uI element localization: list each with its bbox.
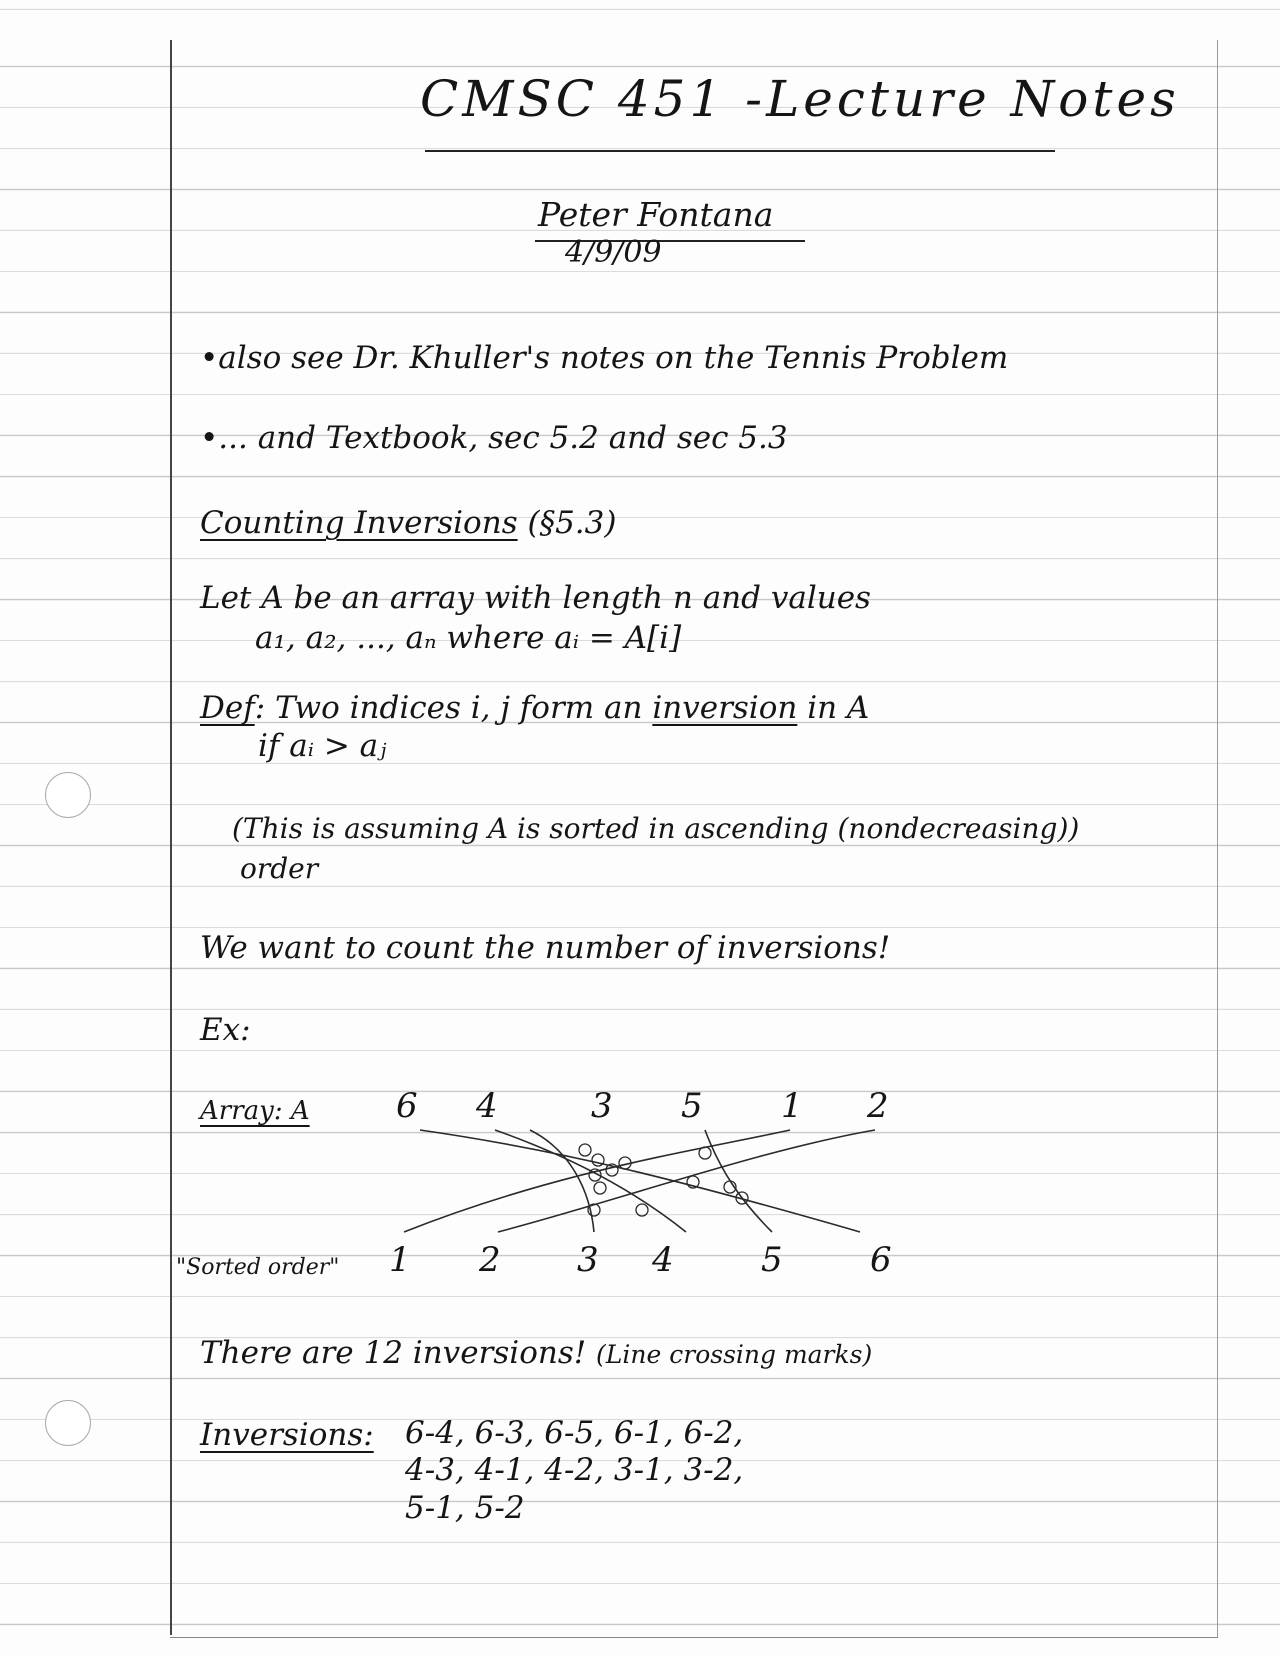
section-reference: (§5.3) [527,505,617,541]
assumption-line-1: (This is assuming A is sorted in ascending (nondecreasing)) [232,812,1080,845]
definition-condition: if aᵢ > aⱼ [258,728,387,764]
assumption-line-2: order [240,852,319,885]
array-value: 2 [867,1086,889,1126]
array-definition-line-1: Let A be an array with length n and values [200,580,871,616]
inversion-count-line [200,1335,872,1371]
goal-statement: We want to count the number of inversions! [200,930,891,966]
section-heading: Counting Inversions [200,505,518,541]
sorted-value: 4 [652,1240,674,1280]
lecture-date: 4/9/09 [565,235,662,270]
array-value: 4 [476,1086,498,1126]
array-definition-line-2: a₁, a₂, ..., aₙ where aᵢ = A[i] [255,620,682,656]
crossing-mark [699,1147,711,1159]
sorted-value: 6 [870,1240,892,1280]
inversions-list-line-2: 4-3, 4-1, 4-2, 3-1, 3-2, [405,1452,744,1488]
line-4 [495,1130,686,1232]
inversion-count: There are 12 inversions! [200,1335,587,1371]
definition-text-1: : Two indices i, j form an [254,690,643,726]
inversions-list-line-3: 5-1, 5-2 [405,1490,525,1526]
array-label: Array: A [200,1096,310,1126]
array-value: 6 [396,1086,418,1126]
crossing-mark [594,1182,606,1194]
inversions-list-line-1: 6-4, 6-3, 6-5, 6-1, 6-2, [405,1415,744,1451]
sorted-value: 3 [577,1240,599,1280]
author-name: Peter Fontana [538,195,774,234]
definition-term: inversion [652,690,798,726]
definition-label: Def [200,690,255,726]
example-label: Ex: [200,1012,251,1048]
sorted-order-label: "Sorted order" [176,1255,340,1280]
crossing-mark [592,1154,604,1166]
sorted-value: 1 [389,1240,411,1280]
array-value: 5 [681,1086,703,1126]
crossing-mark [579,1144,591,1156]
line-3 [530,1130,594,1232]
crossing-mark [636,1204,648,1216]
line-6 [420,1130,860,1232]
see-also-textbook: •... and Textbook, sec 5.2 and sec 5.3 [200,420,788,456]
page-title: CMSC 451 -Lecture Notes [420,70,1180,128]
see-also-notes: •also see Dr. Khuller's notes on the Tennis Problem [200,340,1009,376]
sorted-value: 2 [479,1240,501,1280]
sorted-value: 5 [761,1240,783,1280]
inversions-label: Inversions: [200,1417,374,1453]
inversion-count-note: (Line crossing marks) [596,1340,873,1369]
definition-text-2: in A [807,690,870,726]
array-value: 3 [591,1086,613,1126]
array-value: 1 [781,1086,803,1126]
